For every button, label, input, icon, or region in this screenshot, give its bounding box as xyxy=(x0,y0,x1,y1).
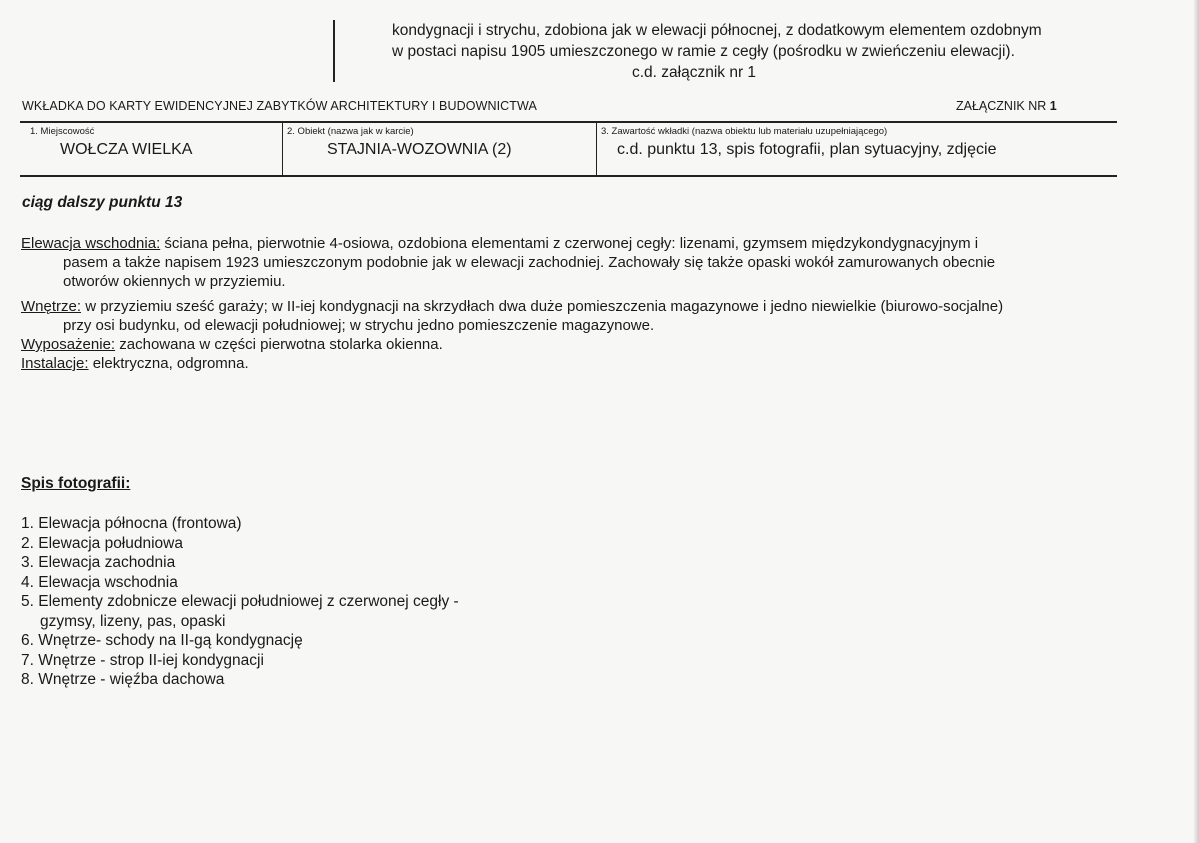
installations-text: elektryczna, odgromna. xyxy=(92,355,249,372)
interior-line-2: przy osi budynku, od elewacji południowej; w strychu jedno pomieszczenie magazynowe. xyxy=(63,317,655,334)
interior-label: Wnętrze: xyxy=(21,298,82,315)
form-title: WKŁADKA DO KARTY EWIDENCYJNEJ ZABYTKÓW ARCHITEKTURY I BUDOWNICTWA xyxy=(22,99,537,113)
list-item-continuation: gzymsy, lizeny, pas, opaski xyxy=(40,612,226,630)
object-caption: 2. Obiekt (nazwa jak w karcie) xyxy=(287,126,414,137)
photo-list-heading: Spis fotografii: xyxy=(21,475,131,492)
east-elevation-line-2: pasem a także napisem 1923 umieszczonym podobnie jak w elewacji zachodniej. Zachowały się także opaski wokół zamurowanych obecnie xyxy=(63,254,996,271)
equipment-label: Wyposażenie: xyxy=(21,336,116,353)
paragraph-equipment xyxy=(21,335,1141,354)
list-item: 3. Elewacja zachodnia xyxy=(21,554,176,571)
paragraph-installations xyxy=(21,354,1141,373)
scan-edge-shadow xyxy=(1193,0,1199,843)
contents-value: c.d. punktu 13, spis fotografii, plan sytuacyjny, zdjęcie xyxy=(617,141,997,158)
annex-number: 1 xyxy=(1049,99,1057,113)
place-value: WOŁCZA WIELKA xyxy=(60,141,193,158)
east-elevation-label: Elewacja wschodnia: xyxy=(21,235,161,252)
place-caption: 1. Miejscowość xyxy=(30,126,95,137)
list-item: 4. Elewacja wschodnia xyxy=(21,573,178,591)
list-item: 5. Elementy zdobnicze elewacji południowej z czerwonej cegły - xyxy=(21,593,459,610)
equipment-text: zachowana w części pierwotna stolarka okienna. xyxy=(119,336,443,353)
section-heading: ciąg dalszy punktu 13 xyxy=(22,194,183,211)
paragraph-east-elevation xyxy=(21,234,1141,291)
header-cell-place xyxy=(20,123,282,175)
photo-list xyxy=(21,514,459,690)
vertical-rule xyxy=(333,20,335,82)
contents-caption: 3. Zawartość wkładki (nazwa obiektu lub materiału uzupełniającego) xyxy=(601,126,888,137)
east-elevation-line-1: ściana pełna, pierwotnie 4-osiowa, ozdobiona elementami z czerwonej cegły: lizenami, gzymsem międzykondygnacyjnym i xyxy=(164,235,979,252)
paragraph-interior xyxy=(21,297,1141,335)
note-line-3: c.d. załącznik nr 1 xyxy=(632,64,757,81)
annex-label xyxy=(956,99,1057,113)
continued-note xyxy=(392,20,1132,83)
list-item: 7. Wnętrze - strop II-iej kondygnacji xyxy=(21,651,264,669)
list-item: 8. Wnętrze - więźba dachowa xyxy=(21,671,225,688)
list-item: 1. Elewacja północna (frontowa) xyxy=(21,515,242,532)
annex-label-text: ZAŁĄCZNIK NR xyxy=(956,99,1047,113)
object-value: STAJNIA-WOZOWNIA (2) xyxy=(327,141,512,158)
header-table xyxy=(20,121,1117,177)
note-line-2: w postaci napisu 1905 umieszczonego w ramie z cegły (pośrodku w zwieńczeniu elewacji). xyxy=(392,43,1015,60)
list-item: 6. Wnętrze- schody na II-gą kondygnację xyxy=(21,632,303,649)
header-cell-contents xyxy=(596,123,1118,175)
note-line-1: kondygnacji i strychu, zdobiona jak w elewacji północnej, z dodatkowym elementem ozdobnym xyxy=(392,22,1042,39)
interior-line-1: w przyziemiu sześć garaży; w II-iej kondygnacji na skrzydłach dwa duże pomieszczenia magazynowe i jedno niewielkie (biurowo-socjalne) xyxy=(85,298,1004,315)
list-item: 2. Elewacja południowa xyxy=(21,534,183,552)
east-elevation-line-3: otworów okiennych w przyziemiu. xyxy=(63,273,286,290)
installations-label: Instalacje: xyxy=(21,355,89,372)
header-cell-object xyxy=(282,123,597,175)
